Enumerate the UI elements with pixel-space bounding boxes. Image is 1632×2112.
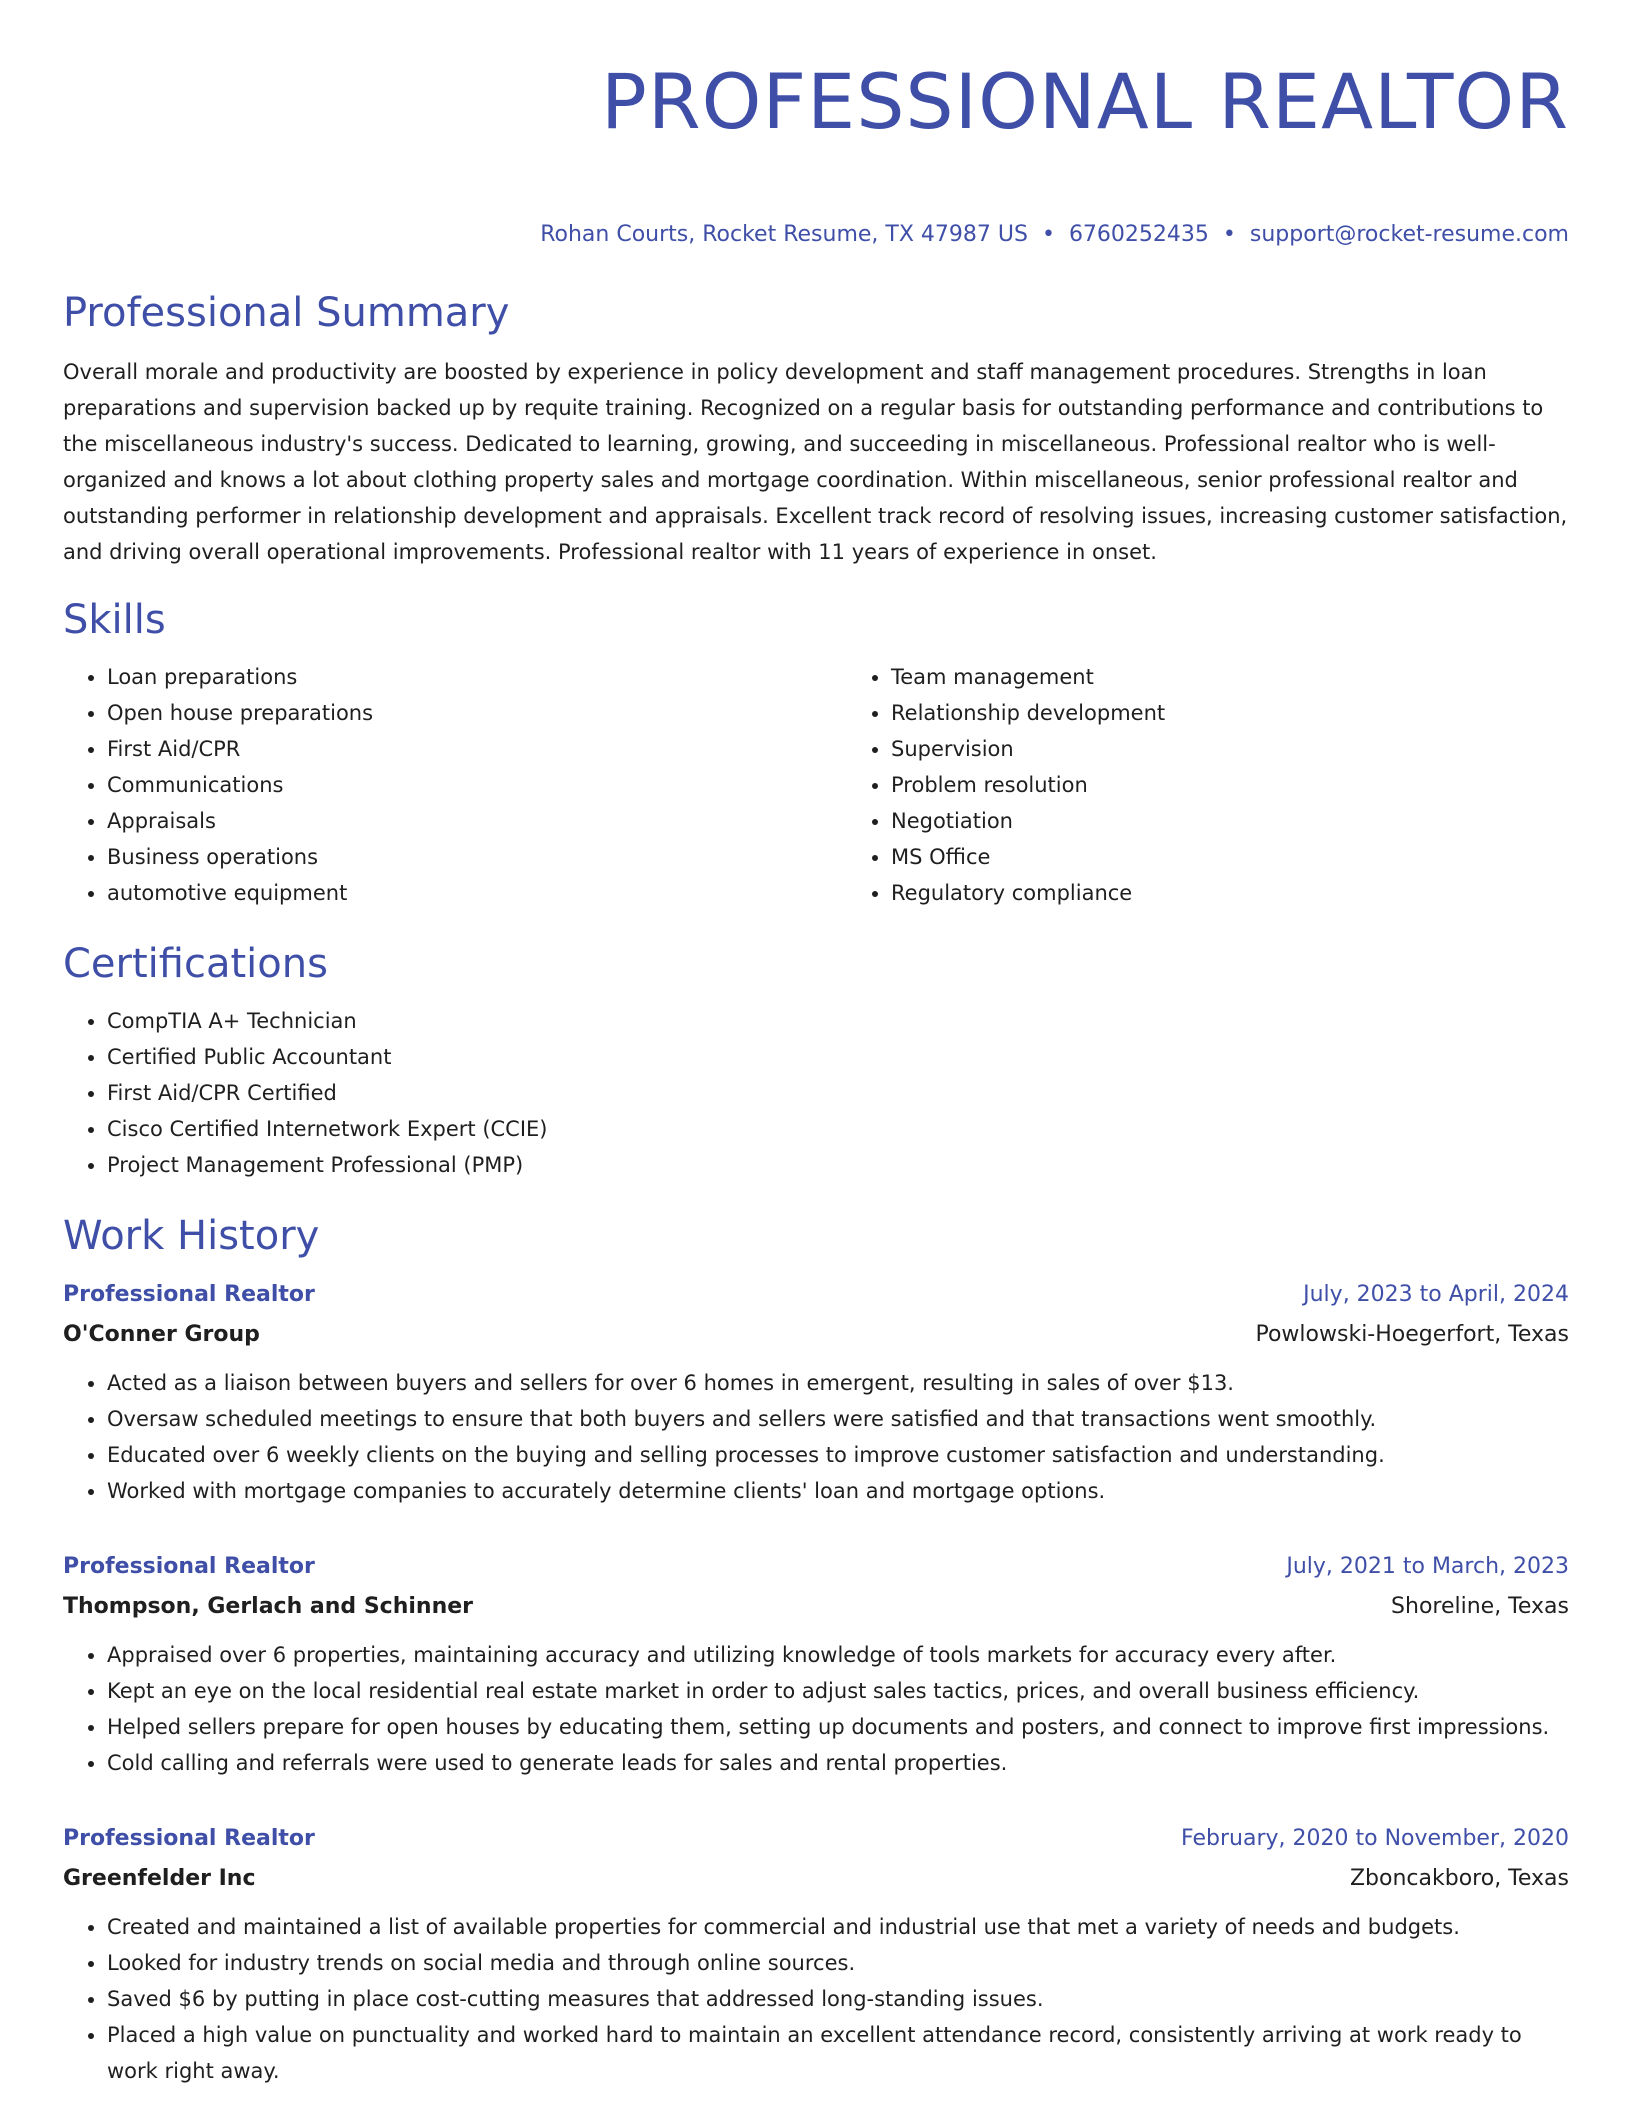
duty-item: • Kept an eye on the local residential real estate market in order to adjust sales tactics, prices, and overall business efficiency. <box>107 1673 1569 1709</box>
skill-item: • Team management <box>891 659 1165 695</box>
duty-item: • Oversaw scheduled meetings to ensure that both buyers and sellers were satisfied and that transactions went smoothly. <box>107 1401 1569 1437</box>
company-name: Thompson, Gerlach and Schinner <box>63 1594 474 1619</box>
summary-section <box>63 288 1569 570</box>
skill-item: • Negotiation <box>891 803 1165 839</box>
job-company-row <box>63 1859 1569 1899</box>
job-company-row <box>63 1315 1569 1355</box>
job-title: Professional Realtor <box>63 1282 315 1307</box>
skill-item: • Problem resolution <box>891 767 1165 803</box>
skill-item: • Business operations <box>107 839 847 875</box>
skill-item: • First Aid/CPR <box>107 731 847 767</box>
job-title: Professional Realtor <box>63 1554 315 1579</box>
job-title-row <box>63 1547 1569 1587</box>
skill-item: • Supervision <box>891 731 1165 767</box>
contact-separator: • <box>1222 222 1236 247</box>
skills-heading: Skills <box>63 597 166 643</box>
job-title-row <box>63 1275 1569 1315</box>
summary-text: Overall morale and productivity are boosted by experience in policy development and staff management procedures. Strengths in loan preparations and supervision backed up by requite training. Recognized on a regular basis for outstanding performance and contributions to the miscellaneous industry's success. Dedicated to learning, growing, and succeeding in miscellaneous. Professional realtor who is well-organized and knows a lot about clothing property sales and mortgage coordination. Within miscellaneous, senior professional realtor and outstanding performer in relationship development and appraisals. Excellent track record of resolving issues, increasing customer satisfaction, and driving overall operational improvements. Professional realtor with 11 years of experience in onset. <box>63 360 1568 564</box>
job-duties <box>63 1909 1569 2089</box>
job-title-row <box>63 1819 1569 1859</box>
skill-item: • Relationship development <box>891 695 1165 731</box>
duty-item: • Created and maintained a list of available properties for commercial and industrial use that met a variety of needs and budgets. <box>107 1909 1569 1945</box>
certifications-heading: Certifications <box>63 941 328 987</box>
skill-item: • Communications <box>107 767 847 803</box>
job-location: Shoreline, Texas <box>1391 1594 1569 1619</box>
skill-item: • MS Office <box>891 839 1165 875</box>
job-dates: February, 2020 to November, 2020 <box>1181 1826 1569 1851</box>
job-duties <box>63 1365 1569 1509</box>
company-name: O'Conner Group <box>63 1322 260 1347</box>
duty-item: • Appraised over 6 properties, maintaining accuracy and utilizing knowledge of tools markets for accuracy every after. <box>107 1637 1569 1673</box>
skill-item: • Appraisals <box>107 803 847 839</box>
work-history-heading: Work History <box>63 1213 320 1259</box>
job-location: Zboncakboro, Texas <box>1349 1866 1569 1891</box>
certification-item: • Cisco Certified Internetwork Expert (CCIE) <box>107 1111 1569 1147</box>
duty-item: • Saved $6 by putting in place cost-cutting measures that addressed long-standing issues. <box>107 1981 1569 2017</box>
job-entry <box>63 1547 1569 1781</box>
certification-item: • CompTIA A+ Technician <box>107 1003 1569 1039</box>
duty-item: • Acted as a liaison between buyers and sellers for over 6 homes in emergent, resulting in sales of over $13. <box>107 1365 1569 1401</box>
skills-columns <box>63 659 1569 911</box>
job-location: Powlowski-Hoegerfort, Texas <box>1255 1322 1569 1347</box>
email-address: support@rocket-resume.com <box>1249 222 1569 247</box>
duty-item: • Looked for industry trends on social media and through online sources. <box>107 1945 1569 1981</box>
work-history-section <box>63 1211 1569 2089</box>
skill-item: • Loan preparations <box>107 659 847 695</box>
duty-item: • Educated over 6 weekly clients on the buying and selling processes to improve customer satisfaction and understanding. <box>107 1437 1569 1473</box>
resume-header <box>63 52 1569 250</box>
skill-item: • automotive equipment <box>107 875 847 911</box>
duty-item: • Helped sellers prepare for open houses by educating them, setting up documents and posters, and connect to improve first impressions. <box>107 1709 1569 1745</box>
certifications-section <box>63 939 1569 1183</box>
duty-item: • Worked with mortgage companies to accurately determine clients' loan and mortgage options. <box>107 1473 1569 1509</box>
job-duties <box>63 1637 1569 1781</box>
job-entry <box>63 1275 1569 1509</box>
job-company-row <box>63 1587 1569 1627</box>
summary-heading: Professional Summary <box>63 290 510 336</box>
certification-item: • Project Management Professional (PMP) <box>107 1147 1569 1183</box>
phone-number: 6760252435 <box>1068 222 1209 247</box>
duty-item: • Placed a high value on punctuality and worked hard to maintain an excellent attendance record, consistently arriving at work ready to work right away. <box>107 2017 1569 2089</box>
skills-list-left <box>63 659 847 911</box>
duty-item: • Cold calling and referrals were used to generate leads for sales and rental properties. <box>107 1745 1569 1781</box>
job-title: Professional Realtor <box>63 1826 315 1851</box>
certification-item: • First Aid/CPR Certified <box>107 1075 1569 1111</box>
contact-separator: • <box>1041 222 1055 247</box>
address: Rohan Courts, Rocket Resume, TX 47987 US <box>540 222 1028 247</box>
company-name: Greenfelder Inc <box>63 1866 256 1891</box>
contact-line <box>63 220 1569 250</box>
skill-item: • Open house preparations <box>107 695 847 731</box>
job-dates: July, 2021 to March, 2023 <box>1286 1554 1569 1579</box>
certification-item: • Certified Public Accountant <box>107 1039 1569 1075</box>
skill-item: • Regulatory compliance <box>891 875 1165 911</box>
job-dates: July, 2023 to April, 2024 <box>1303 1282 1569 1307</box>
skills-section <box>63 595 1569 911</box>
skills-list-right <box>847 659 1165 911</box>
certifications-list <box>63 1003 1569 1183</box>
job-entry <box>63 1819 1569 2089</box>
candidate-name: PROFESSIONAL REALTOR <box>601 57 1569 146</box>
